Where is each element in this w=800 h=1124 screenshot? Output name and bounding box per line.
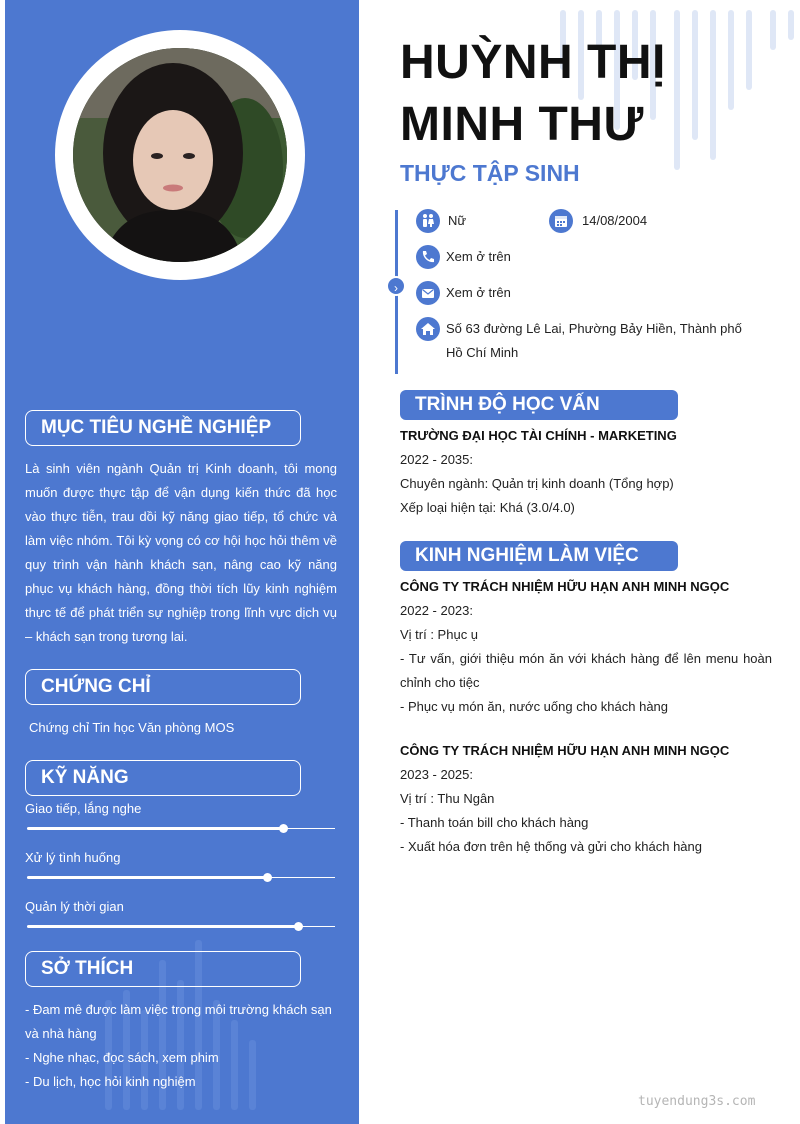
experience-job (400, 739, 772, 859)
education-grade: Xếp loại hiện tại: Khá (3.0/4.0) (400, 500, 575, 515)
skill-fill (27, 925, 298, 928)
education-block (400, 424, 772, 520)
job-title: THỰC TẬP SINH (400, 160, 580, 186)
school-name: TRƯỜNG ĐẠI HỌC TÀI CHÍNH - MARKETING (400, 428, 677, 443)
job-duty: - Thanh toán bill cho khách hàng (400, 815, 589, 830)
career-goal-text: Là sinh viên ngành Quản trị Kinh doanh, tôi mong muốn được thực tập để vận dụng kiến thức đã học vào thực tiễn, trau dồi kỹ năng giao tiếp, tổ chức và làm việc nhóm. Tôi kỳ vọng có cơ hội học hỏi thêm về quy trình vận hành khách sạn, nâng cao kỹ năng phục vụ khách hàng, đồng thời tích lũy kinh nghiệm thực tế để phát triển sự nghiệp trong lĩnh vực dịch vụ – khách sạn trong tương lai. (25, 461, 337, 644)
job-position: Vị trí : Thu Ngân (400, 791, 495, 806)
skill-fill (27, 827, 283, 830)
company-name: CÔNG TY TRÁCH NHIỆM HỮU HẠN ANH MINH NGỌC (400, 579, 730, 594)
career-goal-title: MỤC TIÊU NGHỀ NGHIỆP (25, 410, 301, 446)
job-period: 2023 - 2025: (400, 767, 474, 782)
name-line: MINH THƯ (400, 98, 644, 151)
experience-job (400, 575, 772, 719)
mail-icon (416, 281, 440, 305)
address-line: Số 63 đường Lê Lai, Phường Bảy Hiền, Thành phố (446, 321, 742, 336)
skill-label: Quản lý thời gian (25, 899, 124, 914)
education-major: Chuyên ngành: Quản trị kinh doanh (Tổng hợp) (400, 476, 674, 491)
job-duty: - Xuất hóa đơn trên hệ thống và gửi cho khách hàng (400, 839, 702, 854)
skill-fill (27, 876, 267, 879)
skill-label: Xử lý tình huống (25, 850, 121, 865)
watermark: tuyendung3s.com (638, 1094, 756, 1109)
job-position: Vị trí : Phục ụ (400, 627, 479, 642)
skill-handle (279, 824, 288, 833)
full-name (400, 32, 666, 156)
certificates-title: CHỨNG CHỈ (25, 669, 301, 705)
hobbies-list (25, 998, 337, 1094)
skill-handle (294, 922, 303, 931)
skill-label: Giao tiếp, lắng nghe (25, 801, 142, 816)
hobbies-title: SỞ THÍCH (25, 951, 301, 987)
skills-title: KỸ NĂNG (25, 760, 301, 796)
job-period: 2022 - 2023: (400, 603, 474, 618)
skill-bar (27, 877, 335, 878)
chevron-right-icon: › (386, 276, 406, 296)
home-icon (416, 317, 440, 341)
address-value (446, 317, 776, 365)
calendar-icon (549, 209, 573, 233)
address-line: Hồ Chí Minh (446, 345, 519, 360)
portrait-illustration (73, 48, 287, 262)
gender-value: Nữ (448, 213, 467, 228)
avatar (73, 48, 287, 262)
education-title: TRÌNH ĐỘ HỌC VẤN (400, 390, 678, 420)
email-value: Xem ở trên (446, 285, 511, 300)
gender-icon (416, 209, 440, 233)
skill-bar (27, 926, 335, 927)
birthday-value: 14/08/2004 (582, 213, 648, 228)
education-period: 2022 - 2035: (400, 452, 474, 467)
skill-bar (27, 828, 335, 829)
hobby-line: - Đam mê được làm việc trong môi trường khách sạn (25, 1002, 332, 1017)
company-name: CÔNG TY TRÁCH NHIỆM HỮU HẠN ANH MINH NGỌC (400, 743, 730, 758)
hobby-line: và nhà hàng (25, 1026, 97, 1041)
experience-title: KINH NGHIỆM LÀM VIỆC (400, 541, 678, 571)
certificate-item: Chứng chỉ Tin học Văn phòng MOS (29, 720, 235, 735)
hobby-line: - Du lịch, học hỏi kinh nghiệm (25, 1074, 196, 1089)
job-duty: - Tư vấn, giới thiệu món ăn với khách hàng để lên menu hoàn chỉnh cho tiệc (400, 651, 772, 690)
phone-value: Xem ở trên (446, 249, 511, 264)
name-line: HUỲNH THỊ (400, 36, 666, 89)
hobby-line: - Nghe nhạc, đọc sách, xem phim (25, 1050, 219, 1065)
job-duty: - Phục vụ món ăn, nước uống cho khách hàng (400, 699, 669, 714)
phone-icon (416, 245, 440, 269)
